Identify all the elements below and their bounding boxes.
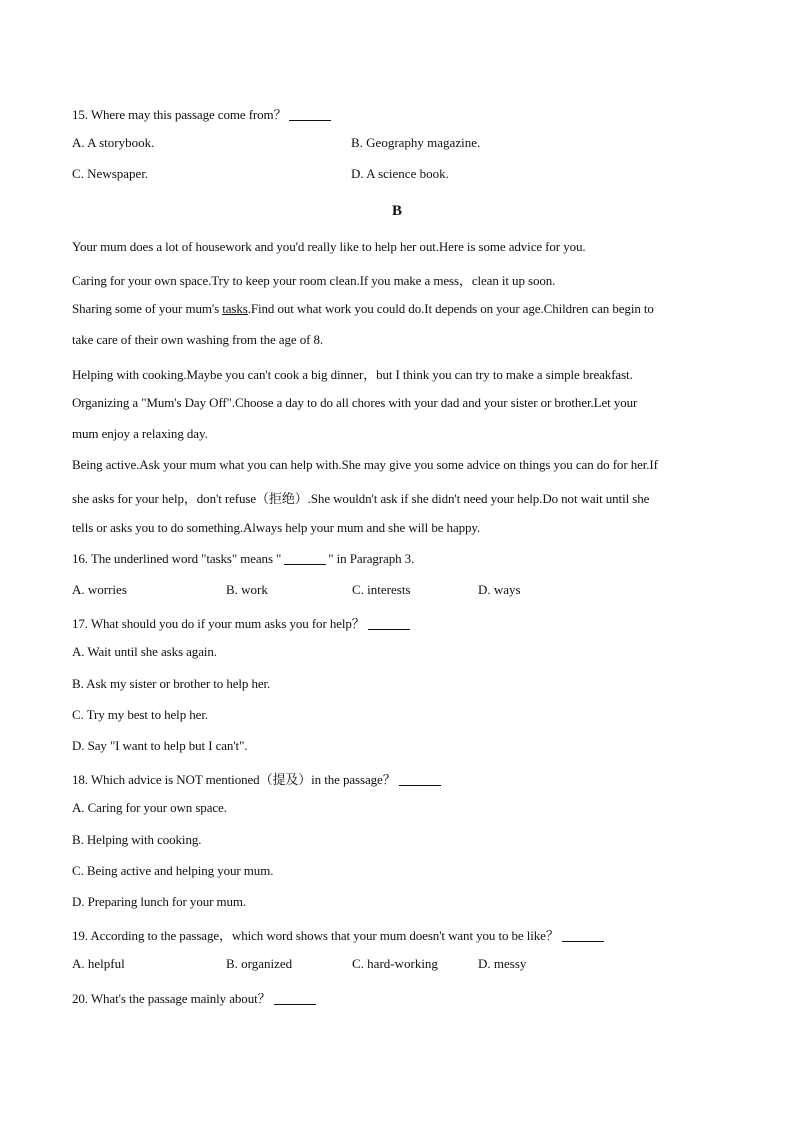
question-20 <box>72 988 316 1007</box>
question-17 <box>72 613 410 632</box>
q17-option-c: C. Try my best to help her. <box>72 707 208 722</box>
question-16 <box>72 551 414 567</box>
q19-option-c: C. hard-working <box>352 956 438 971</box>
question-19 <box>72 925 604 944</box>
passage-paragraph-3-line-1 <box>72 301 654 317</box>
passage-paragraph-6-line-1: Being active.Ask your mum what you can help with.She may give you some advice on things you can do for her.If <box>72 457 658 472</box>
q19-option-b: B. organized <box>226 956 293 971</box>
question-16-text-post: " in Paragraph 3. <box>328 551 415 566</box>
passage-paragraph-6-line-3: tells or asks you to do something.Always help your mum and she will be happy. <box>72 520 481 535</box>
question-15-text: 15. Where may this passage come from？ <box>72 107 287 122</box>
question-18 <box>72 769 441 788</box>
question-20-text: 20. What's the passage mainly about？ <box>72 991 271 1006</box>
answer-blank[interactable] <box>274 992 316 1005</box>
q18-option-d: D. Preparing lunch for your mum. <box>72 894 247 909</box>
section-title: B <box>391 203 402 219</box>
p3-text-pre: Sharing some of your mum's <box>72 301 223 316</box>
q18-option-b: B. Helping with cooking. <box>72 832 202 847</box>
q16-option-c: C. interests <box>352 582 411 597</box>
q16-option-a: A. worries <box>72 582 127 597</box>
q17-option-d: D. Say "I want to help but I can't". <box>72 738 248 753</box>
q17-option-b: B. Ask my sister or brother to help her. <box>72 676 271 691</box>
q19-option-d: D. messy <box>478 956 527 971</box>
question-18-text: 18. Which advice is NOT mentioned（提及）in the passage？ <box>72 772 396 787</box>
p3-text-post: .Find out what work you could do.It depends on your age.Children can begin to <box>247 301 654 316</box>
q16-option-d: D. ways <box>478 582 521 597</box>
question-17-text: 17. What should you do if your mum asks you for help？ <box>72 616 365 631</box>
q17-option-a: A. Wait until she asks again. <box>72 644 217 659</box>
answer-blank[interactable] <box>399 773 441 786</box>
answer-blank[interactable] <box>289 108 331 121</box>
q19-option-a: A. helpful <box>72 956 125 971</box>
answer-blank[interactable] <box>368 617 410 630</box>
passage-paragraph-5-line-2: mum enjoy a relaxing day. <box>72 426 208 441</box>
q18-option-c: C. Being active and helping your mum. <box>72 863 274 878</box>
q15-option-d: D. A science book. <box>351 166 449 181</box>
passage-paragraph-6-line-2: she asks for your help，don't refuse（拒绝）.She wouldn't ask if she didn't need your help.Do not wait until she <box>72 491 650 506</box>
q16-option-b: B. work <box>226 582 268 597</box>
underlined-word-tasks: tasks <box>222 301 248 316</box>
answer-blank[interactable] <box>284 552 326 565</box>
q15-option-a: A. A storybook. <box>72 135 155 150</box>
question-19-text: 19. According to the passage，which word shows that your mum doesn't want you to be like？ <box>72 928 559 943</box>
q15-option-c: C. Newspaper. <box>72 166 149 181</box>
passage-paragraph-3-line-2: take care of their own washing from the age of 8. <box>72 332 324 347</box>
question-16-text-pre: 16. The underlined word "tasks" means " <box>72 551 282 566</box>
question-15 <box>72 104 331 123</box>
q18-option-a: A. Caring for your own space. <box>72 800 227 815</box>
answer-blank[interactable] <box>562 929 604 942</box>
q15-option-b: B. Geography magazine. <box>351 135 481 150</box>
passage-paragraph-1: Your mum does a lot of housework and you'd really like to help her out.Here is some advice for you. <box>72 239 586 254</box>
passage-paragraph-2: Caring for your own space.Try to keep your room clean.If you make a mess，clean it up soon. <box>72 273 556 288</box>
passage-paragraph-4: Helping with cooking.Maybe you can't cook a big dinner，but I think you can try to make a simple breakfast. <box>72 367 633 382</box>
passage-paragraph-5-line-1: Organizing a "Mum's Day Off".Choose a day to do all chores with your dad and your sister or brother.Let your <box>72 395 638 410</box>
